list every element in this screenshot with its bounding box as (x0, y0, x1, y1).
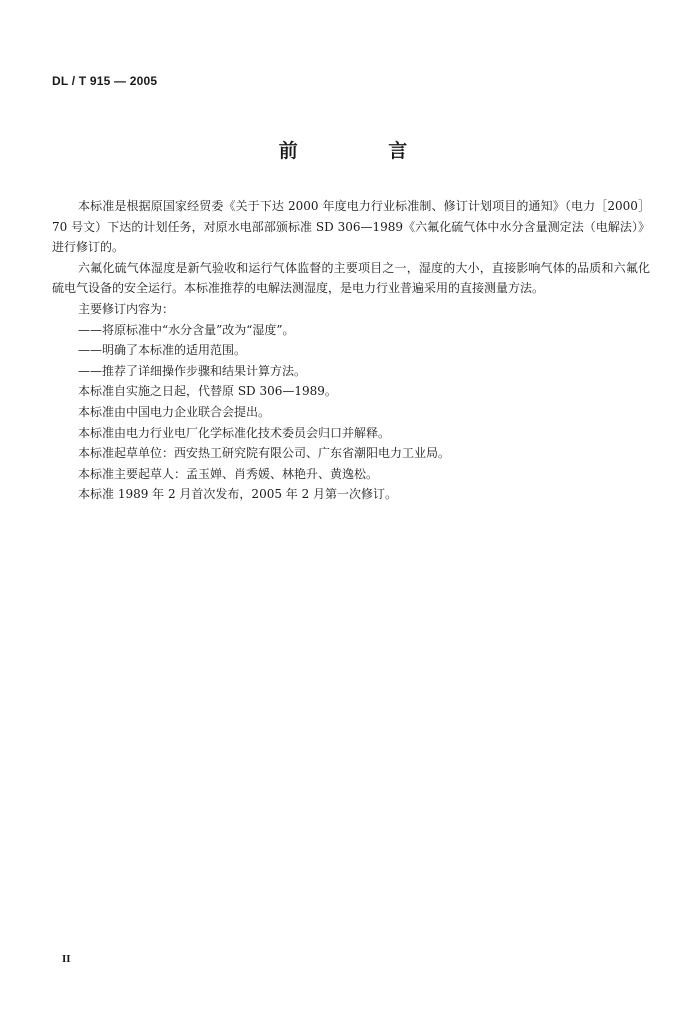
list-item: ——明确了本标准的适用范围。 (78, 343, 247, 358)
paragraph-proposed-by: 本标准由中国电力企业联合会提出。 (78, 404, 271, 419)
page-number: II (62, 953, 71, 965)
paragraph-replaces: 本标准自实施之日起，代替原 SD 306—1989。 (78, 384, 337, 399)
paragraph-drafting-units: 本标准起草单位：西安热工研究院有限公司、广东省潮阳电力工业局。 (78, 446, 451, 461)
paragraph-managed-by: 本标准由电力行业电厂化学标准化技术委员会归口并解释。 (78, 425, 391, 440)
document-code: DL / T 915 — 2005 (52, 74, 158, 88)
paragraph-importance: 六氟化硫气体湿度是新气验收和运行气体监督的主要项目之一，湿度的大小，直接影响气体的品质和六氟化硫电气设备的安全运行。本标准推荐的电解法测湿度，是电力行业普遍采用的直接测量方法。 (52, 260, 650, 296)
paragraph-background: 本标准是根据原国家经贸委《关于下达 2000 年度电力行业标准制、修订计划项目的通知》（电力［2000］70 号文）下达的计划任务，对原水电部部颁标准 SD 306—1989《六氟化硫气体中水分含量测定法（电解法）》进行修订的。 (52, 199, 650, 255)
list-item: ——推荐了详细操作步骤和结果计算方法。 (78, 363, 307, 378)
paragraph-revisions-intro: 主要修订内容为： (78, 301, 175, 316)
list-item: ——将原标准中“水分含量”改为“湿度”。 (78, 322, 295, 337)
page-title: 前 言 (278, 140, 450, 162)
foreword-body (52, 196, 650, 505)
paragraph-history: 本标准 1989 年 2 月首次发布，2005 年 2 月第一次修订。 (78, 487, 398, 502)
paragraph-drafters: 本标准主要起草人：孟玉婵、肖秀媛、林艳升、黄逸松。 (78, 466, 379, 481)
